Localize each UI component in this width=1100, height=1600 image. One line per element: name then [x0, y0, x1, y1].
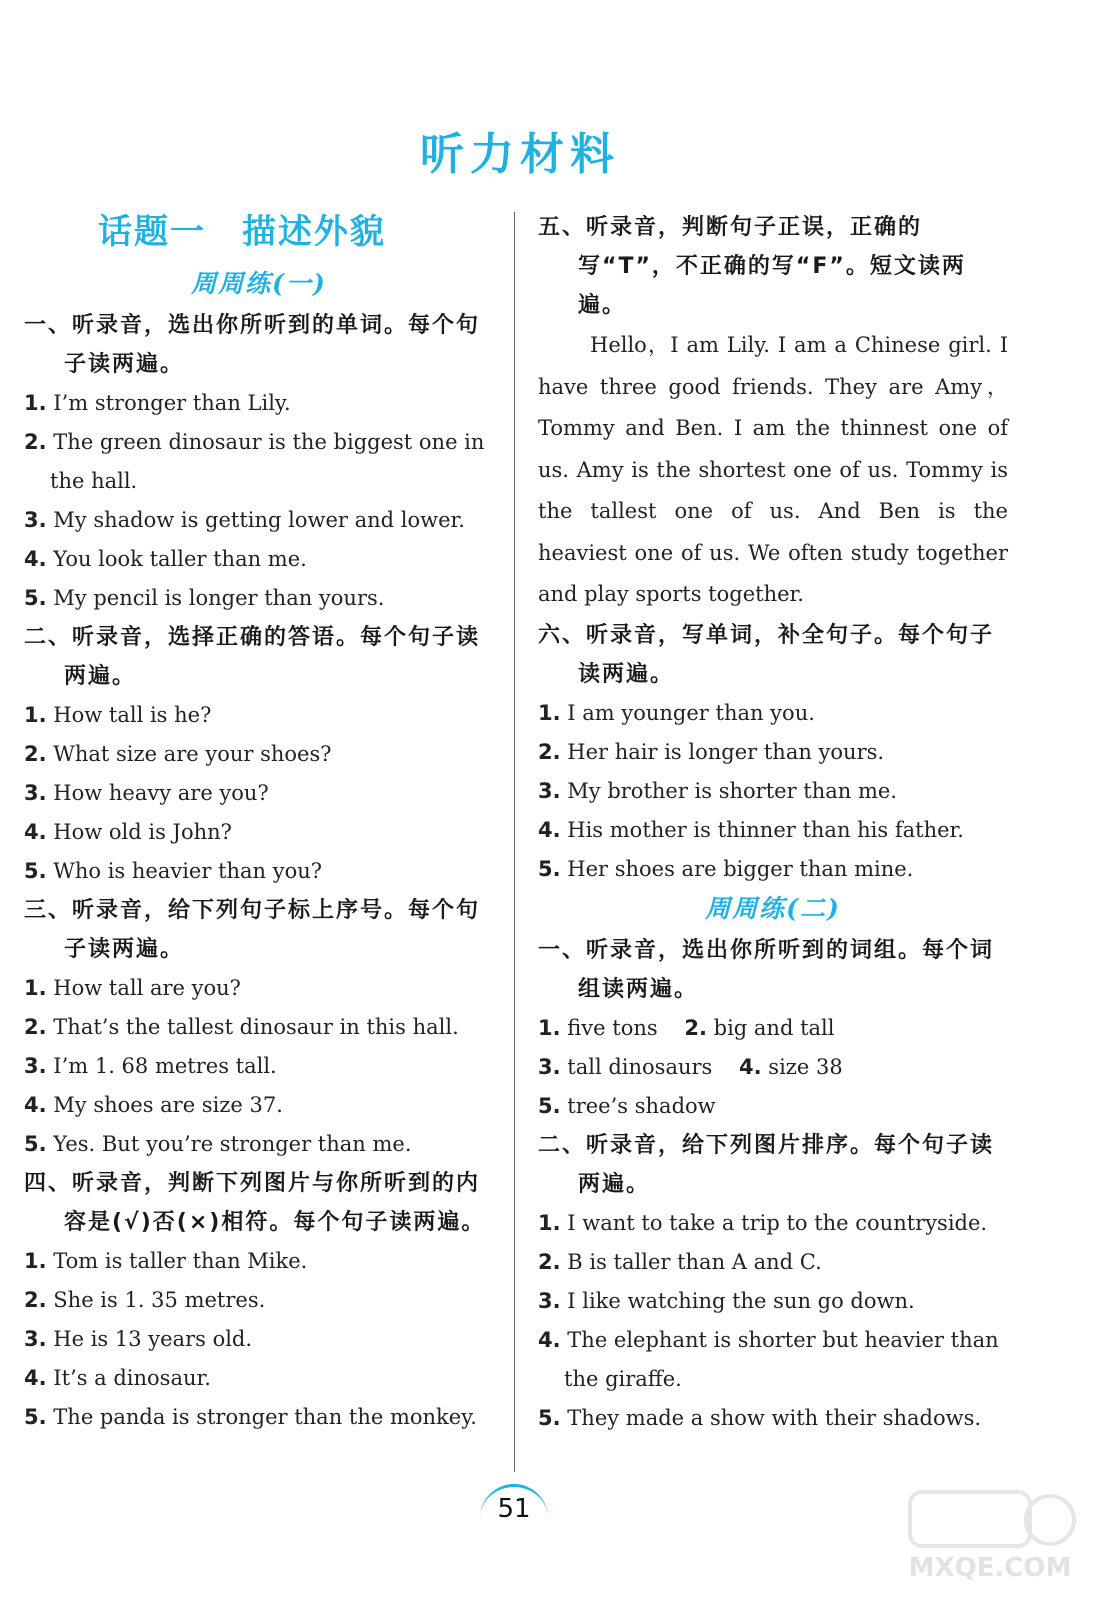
list-item: 4. The elephant is shorter but heavier than the giraffe.	[538, 1327, 999, 1391]
list-item: 4. It’s a dinosaur.	[24, 1366, 211, 1390]
left-column	[24, 208, 494, 1437]
section-heading: 二、听录音，给下列图片排序。每个句子读两遍。	[538, 1132, 995, 1197]
list-item: 1. I am younger than you.	[538, 700, 815, 725]
list-item: 4. How old is John?	[24, 820, 232, 844]
list-item: 5. tree’s shadow	[538, 1093, 716, 1118]
list-item: 1. five tons 2. big and tall	[538, 1015, 835, 1040]
list-item: 3. tall dinosaurs 4. size 38	[538, 1054, 843, 1079]
list-item: 3. I’m 1. 68 metres tall.	[24, 1054, 277, 1078]
list-item: 2. B is taller than A and C.	[538, 1249, 822, 1274]
column-divider	[514, 212, 515, 1472]
list-item: 5. Who is heavier than you?	[24, 859, 323, 883]
watermark-logo	[900, 1484, 1080, 1584]
list-item: 3. He is 13 years old.	[24, 1327, 253, 1351]
section-heading: 一、听录音，选出你所听到的单词。每个句子读两遍。	[24, 313, 481, 377]
list-item: 5. Yes. But you’re stronger than me.	[24, 1132, 412, 1156]
week-heading-1: 周周练(一)	[191, 269, 327, 298]
list-item: 1. I’m stronger than Lily.	[24, 391, 291, 415]
list-item: 2. What size are your shoes?	[24, 742, 332, 766]
list-item: 1. Tom is taller than Mike.	[24, 1249, 308, 1273]
page-title: 听力材料	[420, 129, 620, 180]
page-number: 51	[480, 1484, 548, 1527]
list-item: 1. How tall is he?	[24, 703, 212, 727]
section-heading: 一、听录音，选出你所听到的词组。每个词组读两遍。	[538, 937, 995, 1002]
list-item: 1. I want to take a trip to the countryside.	[538, 1210, 988, 1235]
reading-passage: Hello，I am Lily. I am a Chinese girl. I have three good friends. They are Amy，Tommy and Ben. I am the thinnest one of us. Amy is the shortest one of us. Tommy is the tallest one of us. And Ben is the heaviest one of us. We often study together and play sports together.	[538, 333, 1008, 606]
section-heading: 三、听录音，给下列句子标上序号。每个句子读两遍。	[24, 898, 481, 962]
list-item: 5. My pencil is longer than yours.	[24, 586, 385, 610]
section-heading: 二、听录音，选择正确的答语。每个句子读两遍。	[24, 625, 481, 689]
list-item: 3. My shadow is getting lower and lower.	[24, 508, 465, 532]
section-heading: 五、听录音，判断句子正误，正确的写“T”，不正确的写“F”。短文读两遍。	[538, 215, 966, 318]
topic-heading: 话题一 描述外貌	[98, 212, 386, 252]
list-item: 5. They made a show with their shadows.	[538, 1405, 982, 1430]
right-column	[538, 208, 1008, 1438]
list-item: 5. Her shoes are bigger than mine.	[538, 856, 914, 881]
section-heading: 四、听录音，判断下列图片与你所听到的内容是(√)否(×)相符。每个句子读两遍。	[24, 1171, 486, 1235]
list-item: 2. Her hair is longer than yours.	[538, 739, 885, 764]
list-item: 3. My brother is shorter than me.	[538, 778, 897, 803]
list-item: 1. How tall are you?	[24, 976, 241, 1000]
list-item: 2. The green dinosaur is the biggest one in the hall.	[24, 430, 485, 493]
list-item: 3. How heavy are you?	[24, 781, 269, 805]
section-heading: 六、听录音，写单词，补全句子。每个句子读两遍。	[538, 622, 995, 687]
list-item: 4. You look taller than me.	[24, 547, 307, 571]
list-item: 4. My shoes are size 37.	[24, 1093, 283, 1117]
list-item: 4. His mother is thinner than his father.	[538, 817, 964, 842]
list-item: 2. That’s the tallest dinosaur in this hall.	[24, 1015, 459, 1039]
list-item: 3. I like watching the sun go down.	[538, 1288, 915, 1313]
list-item: 2. She is 1. 35 metres.	[24, 1288, 266, 1312]
watermark-text: MXQE.COM	[908, 1553, 1072, 1583]
list-item: 5. The panda is stronger than the monkey.	[24, 1405, 477, 1429]
week-heading-2: 周周练(二)	[705, 893, 841, 923]
